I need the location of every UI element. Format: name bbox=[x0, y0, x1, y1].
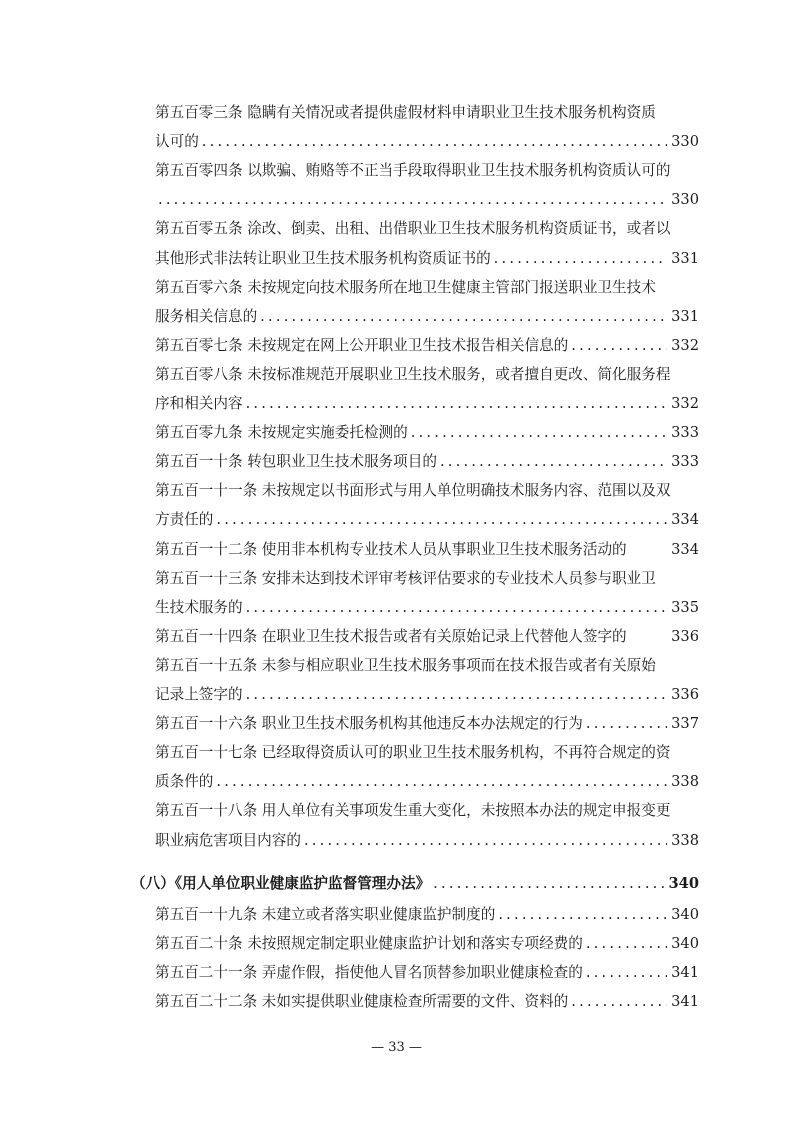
toc-entry-line bbox=[155, 564, 699, 593]
toc-page-number: 333 bbox=[671, 424, 699, 442]
toc-entry-text: 第五百一十六条 职业卫生技术服务机构其他违反本办法规定的行为 bbox=[155, 715, 583, 733]
dot-leader bbox=[158, 185, 667, 214]
dot-leader bbox=[433, 869, 664, 898]
toc-page-number: 333 bbox=[671, 453, 699, 471]
toc-page-number: 330 bbox=[671, 191, 699, 209]
toc-page-number: 332 bbox=[671, 336, 699, 354]
toc-entry-text: 生技术服务的 bbox=[155, 598, 243, 616]
toc-entry-line bbox=[155, 622, 699, 651]
toc-entry-line bbox=[155, 127, 699, 156]
toc-entry-text: 序和相关内容 bbox=[155, 395, 243, 412]
toc-page-number: 332 bbox=[671, 395, 699, 412]
toc-page-number: 330 bbox=[671, 133, 699, 151]
toc-page-number: 335 bbox=[671, 598, 699, 616]
toc-entry-line bbox=[155, 796, 699, 825]
toc-page-number: 341 bbox=[671, 993, 699, 1010]
dot-leader bbox=[411, 418, 667, 447]
toc-entry-text: 第五百零四条 以欺骗、贿赂等不正当手段取得职业卫生技术服务机构资质认可的 bbox=[155, 162, 671, 180]
toc-entry-text: 其他形式非法转让职业卫生技术服务机构资质证书的 bbox=[155, 249, 491, 267]
dot-leader bbox=[498, 900, 667, 929]
toc-entry-text: 第五百一十四条 在职业卫生技术报告或者有关原始记录上代替他人签字的 bbox=[155, 627, 627, 645]
toc-page-number: 341 bbox=[671, 963, 699, 981]
toc-entry-line bbox=[155, 680, 699, 709]
dot-leader bbox=[494, 244, 667, 273]
toc-page-number: 340 bbox=[668, 874, 699, 892]
toc-page-number: 331 bbox=[671, 249, 699, 267]
toc-page-number: 336 bbox=[671, 627, 699, 645]
toc-entry-line bbox=[155, 98, 699, 127]
dot-leader bbox=[246, 680, 668, 709]
toc-page-number: 331 bbox=[671, 307, 699, 325]
toc-entry-text: 第五百二十一条 弄虚作假，指使他人冒名顶替参加职业健康检查的 bbox=[155, 963, 583, 981]
toc-entry-text: 第五百一十条 转包职业卫生技术服务项目的 bbox=[155, 453, 437, 471]
toc-entry-line bbox=[155, 651, 699, 680]
dot-leader bbox=[586, 709, 667, 738]
toc-entry-text: 第五百一十五条 未参与相应职业卫生技术服务事项而在技术报告或者有关原始 bbox=[155, 656, 656, 674]
toc-entry-text: 第五百零九条 未按规定实施委托检测的 bbox=[155, 424, 408, 442]
toc-entry-line bbox=[155, 535, 699, 564]
dot-leader bbox=[440, 447, 667, 476]
toc-entry-line bbox=[155, 987, 699, 1016]
toc-entry-line bbox=[155, 273, 699, 302]
toc-entry-line bbox=[155, 767, 699, 796]
toc-entry-text: 第五百一十七条 已经取得资质认可的职业卫生技术服务机构，不再符合规定的资 bbox=[155, 744, 671, 762]
toc-page-number: 340 bbox=[671, 934, 699, 952]
toc-entry-line bbox=[155, 709, 699, 738]
toc-section-heading bbox=[131, 869, 699, 898]
toc-entry-text: 第五百二十二条 未如实提供职业健康检查所需要的文件、资料的 bbox=[155, 993, 569, 1010]
toc-entry-text: 第五百一十三条 安排未达到技术评审考核评估要求的专业技术人员参与职业卫 bbox=[155, 569, 656, 587]
toc-entry-line bbox=[155, 214, 699, 243]
toc-entry-line bbox=[155, 929, 699, 958]
toc-entry-line bbox=[155, 389, 699, 418]
toc-entry-text: 第五百一十九条 未建立或者落实职业健康监护制度的 bbox=[155, 905, 496, 923]
toc-entry-line bbox=[155, 476, 699, 505]
toc-entry-text: （八）《用人单位职业健康监护监督管理办法》 bbox=[131, 874, 431, 892]
toc-entry-text: 第五百零八条 未按标准规范开展职业卫生技术服务，或者擅自更改、简化服务程 bbox=[155, 365, 671, 383]
toc-page-number: 334 bbox=[671, 511, 699, 529]
dot-leader bbox=[586, 929, 667, 958]
toc-entry-text: 第五百零七条 未按规定在网上公开职业卫生技术报告相关信息的 bbox=[155, 336, 569, 354]
toc-entry-line bbox=[155, 331, 699, 360]
toc-entry-line bbox=[155, 593, 699, 622]
toc-page-number: 338 bbox=[671, 773, 699, 791]
dot-leader bbox=[202, 127, 667, 156]
dot-leader bbox=[571, 331, 667, 360]
toc-entry-text: 第五百零六条 未按规定向技术服务所在地卫生健康主管部门报送职业卫生技术 bbox=[155, 278, 656, 296]
toc-entry-text: 第五百一十八条 用人单位有关事项发生重大变化，未按照本办法的规定申报变更 bbox=[155, 802, 671, 820]
toc-entry-line bbox=[155, 302, 699, 331]
toc-entry-text: 认可的 bbox=[155, 133, 199, 151]
toc-entry-line bbox=[155, 447, 699, 476]
toc-entry-line bbox=[155, 185, 699, 214]
toc-entry-line bbox=[155, 900, 699, 929]
toc-entry-text: 第五百零五条 涂改、倒卖、出租、出借职业卫生技术服务机构资质证书，或者以 bbox=[155, 220, 671, 238]
toc-entry-text: 职业病危害项目内容的 bbox=[155, 831, 301, 849]
dot-leader bbox=[216, 767, 667, 796]
dot-leader bbox=[260, 302, 667, 331]
toc-entry-text: 第五百一十一条 未按规定以书面形式与用人单位明确技术服务内容、范围以及双 bbox=[155, 482, 671, 500]
toc-page-number: 337 bbox=[671, 715, 699, 733]
toc-entry-text: 第五百零三条 隐瞒有关情况或者提供虚假材料申请职业卫生技术服务机构资质 bbox=[155, 104, 656, 121]
toc-entry-text: 方责任的 bbox=[155, 511, 214, 529]
dot-leader bbox=[586, 958, 667, 987]
toc-entry-line bbox=[155, 156, 699, 185]
toc-entry-line bbox=[155, 826, 699, 855]
toc-page-number: 334 bbox=[671, 540, 699, 558]
toc-entry-line bbox=[155, 738, 699, 767]
toc-entry-text: 质条件的 bbox=[155, 773, 214, 791]
toc-entry-line bbox=[155, 418, 699, 447]
toc-entry-text: 记录上签字的 bbox=[155, 686, 243, 703]
dot-leader bbox=[246, 593, 668, 622]
toc-page-number: 340 bbox=[671, 905, 699, 923]
toc-entry-line bbox=[155, 360, 699, 389]
toc-entry-text: 第五百一十二条 使用非本机构专业技术人员从事职业卫生技术服务活动的 bbox=[155, 540, 627, 558]
toc-entry-text: 第五百二十条 未按照规定制定职业健康监护计划和落实专项经费的 bbox=[155, 934, 583, 952]
dot-leader bbox=[571, 987, 667, 1016]
toc-page-number: 336 bbox=[671, 686, 699, 703]
dot-leader bbox=[246, 389, 668, 418]
dot-leader bbox=[304, 826, 667, 855]
toc-entry-line bbox=[155, 244, 699, 273]
toc-entry-line bbox=[155, 958, 699, 987]
toc-entry-line bbox=[155, 505, 699, 534]
dot-leader bbox=[216, 505, 667, 534]
toc-page-number: 338 bbox=[671, 831, 699, 849]
toc-entry-text: 服务相关信息的 bbox=[155, 307, 258, 325]
page-number: — 33 — bbox=[371, 1040, 422, 1055]
